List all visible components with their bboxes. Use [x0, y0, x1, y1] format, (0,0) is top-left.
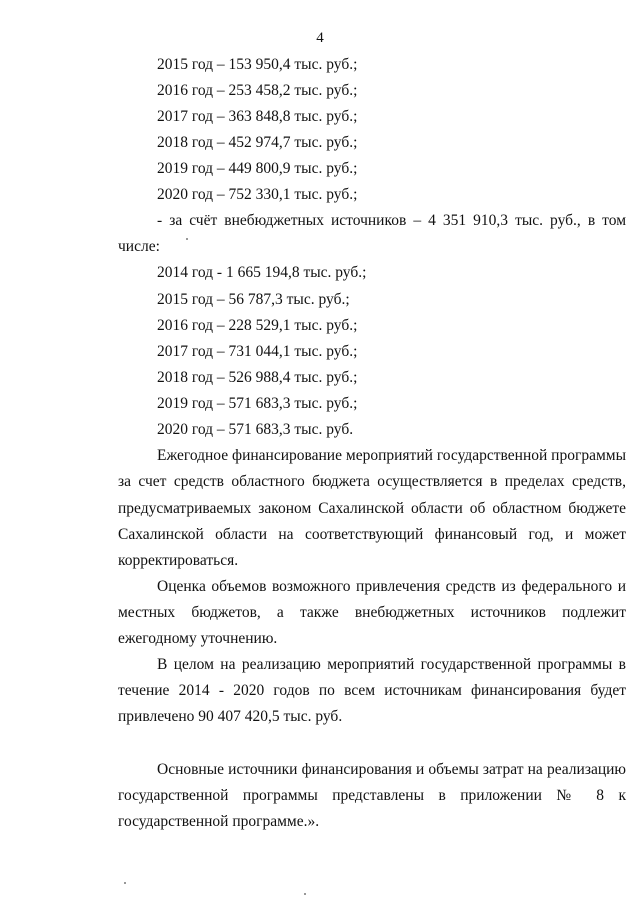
list-item: 2018 год – 452 974,7 тыс. руб.;	[157, 134, 358, 151]
paragraph-annual-line: корректироваться.	[118, 552, 239, 569]
list-item: 2019 год – 571 683,3 тыс. руб.;	[157, 395, 358, 412]
scan-speck	[124, 882, 126, 884]
extra-budget-intro: - за счёт внебюджетных источников – 4 351 910,3 тыс. руб., в том	[157, 212, 626, 229]
paragraph-assessment-line: Оценка объемов возможного привлечения средств из федерального и	[157, 578, 626, 595]
list-item: 2017 год – 731 044,1 тыс. руб.;	[157, 343, 358, 360]
scan-speck	[186, 238, 188, 240]
paragraph-total-line: течение 2014 - 2020 годов по всем источникам финансирования будет	[118, 682, 626, 699]
paragraph-sources-line: Основные источники финансирования и объемы затрат на реализацию	[157, 761, 626, 778]
paragraph-annual-line: Сахалинской области на соответствующий финансовый год, и может	[118, 526, 626, 543]
scan-speck	[304, 893, 306, 895]
list-item: 2019 год – 449 800,9 тыс. руб.;	[157, 160, 358, 177]
extra-budget-intro-continuation: числе:	[118, 238, 160, 255]
list-item: 2016 год – 228 529,1 тыс. руб.;	[157, 317, 358, 334]
list-item: 2020 год – 571 683,3 тыс. руб.	[157, 421, 354, 438]
list-item: 2014 год - 1 665 194,8 тыс. руб.;	[157, 264, 367, 281]
paragraph-assessment-line: ежегодному уточнению.	[118, 630, 278, 647]
paragraph-sources-line: государственной программе.».	[118, 813, 320, 830]
page-number: 4	[316, 30, 324, 46]
list-item: 2015 год – 56 787,3 тыс. руб.;	[157, 291, 350, 308]
list-item: 2016 год – 253 458,2 тыс. руб.;	[157, 82, 358, 99]
list-item: 2018 год – 526 988,4 тыс. руб.;	[157, 369, 358, 386]
list-item: 2015 год – 153 950,4 тыс. руб.;	[157, 56, 358, 73]
list-item: 2017 год – 363 848,8 тыс. руб.;	[157, 108, 358, 125]
paragraph-annual-line: предусматриваемых законом Сахалинской области об областном бюджете	[118, 500, 626, 517]
paragraph-assessment-line: местных бюджетов, а также внебюджетных источников подлежит	[118, 604, 626, 621]
paragraph-total-line: привлечено 90 407 420,5 тыс. руб.	[118, 708, 343, 725]
paragraph-sources-line: государственной программы представлены в приложении № 8 к	[118, 787, 626, 804]
paragraph-total-line: В целом на реализацию мероприятий государственной программы в	[157, 656, 626, 673]
list-item: 2020 год – 752 330,1 тыс. руб.;	[157, 186, 358, 203]
paragraph-annual-line: Ежегодное финансирование мероприятий государственной программы	[157, 447, 626, 464]
paragraph-annual-line: за счет средств областного бюджета осуществляется в пределах средств,	[118, 473, 626, 490]
